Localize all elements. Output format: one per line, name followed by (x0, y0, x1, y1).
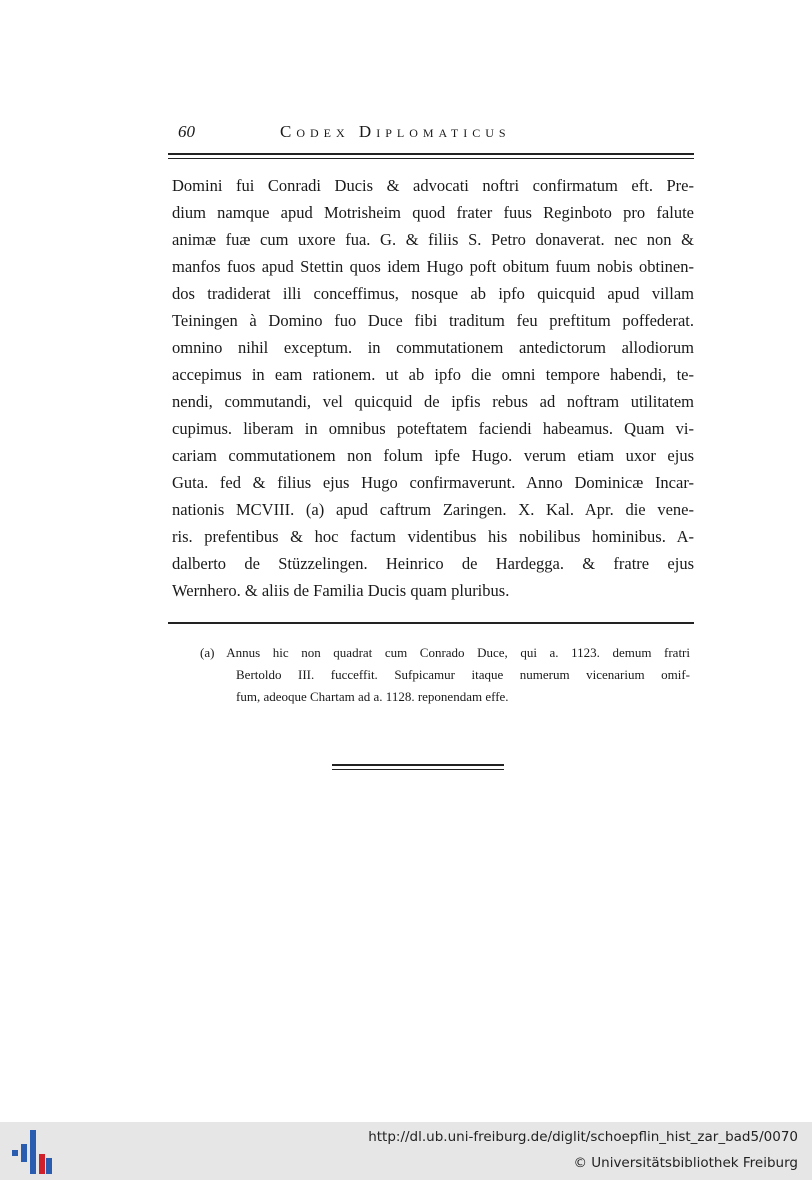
end-ornament-rule (332, 764, 504, 766)
footnote-separator (168, 622, 694, 624)
text-line: Guta. fed & filius ejus Hugo confirmaverunt. Anno Dominicæ Incar- (172, 473, 694, 492)
text-line: manfos fuos apud Stettin quos idem Hugo poft obitum fuum nobis obtinen- (172, 257, 694, 276)
page-header (178, 120, 690, 150)
viewer-footer (0, 1122, 812, 1180)
text-line: nationis MCVIII. (a) apud caftrum Zaringen. X. Kal. Apr. die vene- (172, 500, 694, 519)
header-rule-thin (168, 158, 694, 159)
footnote-line: (a) Annus hic non quadrat cum Conrado Duce, qui a. 1123. demum fratri (200, 645, 690, 660)
footnote-line: fum, adeoque Chartam ad a. 1128. reponendam effe. (236, 689, 509, 704)
library-logo-icon[interactable] (12, 1130, 52, 1174)
page-number: 60 (178, 122, 195, 141)
text-line: ris. prefentibus & hoc factum videntibus his nobilibus hominibus. A- (172, 527, 694, 546)
text-line: nendi, commutandi, vel quicquid de ipfis rebus ad noftram utilitatem (172, 392, 694, 411)
running-title: Codex Diplomaticus (280, 122, 511, 141)
text-line: Wernhero. & aliis de Familia Ducis quam pluribus. (172, 581, 510, 600)
text-line: dalberto de Stüzzelingen. Heinrico de Hardegga. & fratre ejus (172, 554, 694, 573)
text-line: cariam commutationem non folum ipfe Hugo. verum etiam uxor ejus (172, 446, 694, 465)
footnote (200, 642, 690, 708)
text-line: omnino nihil exceptum. in commutationem antedictorum allodiorum (172, 338, 694, 357)
permalink-url[interactable]: http://dl.ub.uni-freiburg.de/diglit/schoepflin_hist_zar_bad5/0070 (368, 1129, 798, 1145)
footnote-line: Bertoldo III. fucceffit. Sufpicamur itaque numerum vicenarium omif- (236, 667, 690, 682)
text-line: cupimus. liberam in omnibus poteftatem faciendi habeamus. Quam vi- (172, 419, 694, 438)
text-line: dium namque apud Motrisheim quod frater fuus Reginboto pro falute (172, 203, 694, 222)
end-ornament-rule-thin (332, 769, 504, 770)
copyright-notice: © Universitätsbibliothek Freiburg (573, 1155, 798, 1171)
main-text (172, 172, 694, 604)
text-line: animæ fuæ cum uxore fua. G. & filiis S. Petro donaverat. nec non & (172, 230, 694, 249)
text-line: Teiningen à Domino fuo Duce fibi traditum feu preftitum poffederat. (172, 311, 694, 330)
text-line: accepimus in eam rationem. ut ab ipfo die omni tempore habendi, te- (172, 365, 694, 384)
text-line: dos tradiderat illi conceffimus, nosque ab ipfo quicquid apud villam (172, 284, 694, 303)
text-line: Domini fui Conradi Ducis & advocati noftri confirmatum eft. Pre- (172, 176, 694, 195)
header-rule (168, 153, 694, 155)
